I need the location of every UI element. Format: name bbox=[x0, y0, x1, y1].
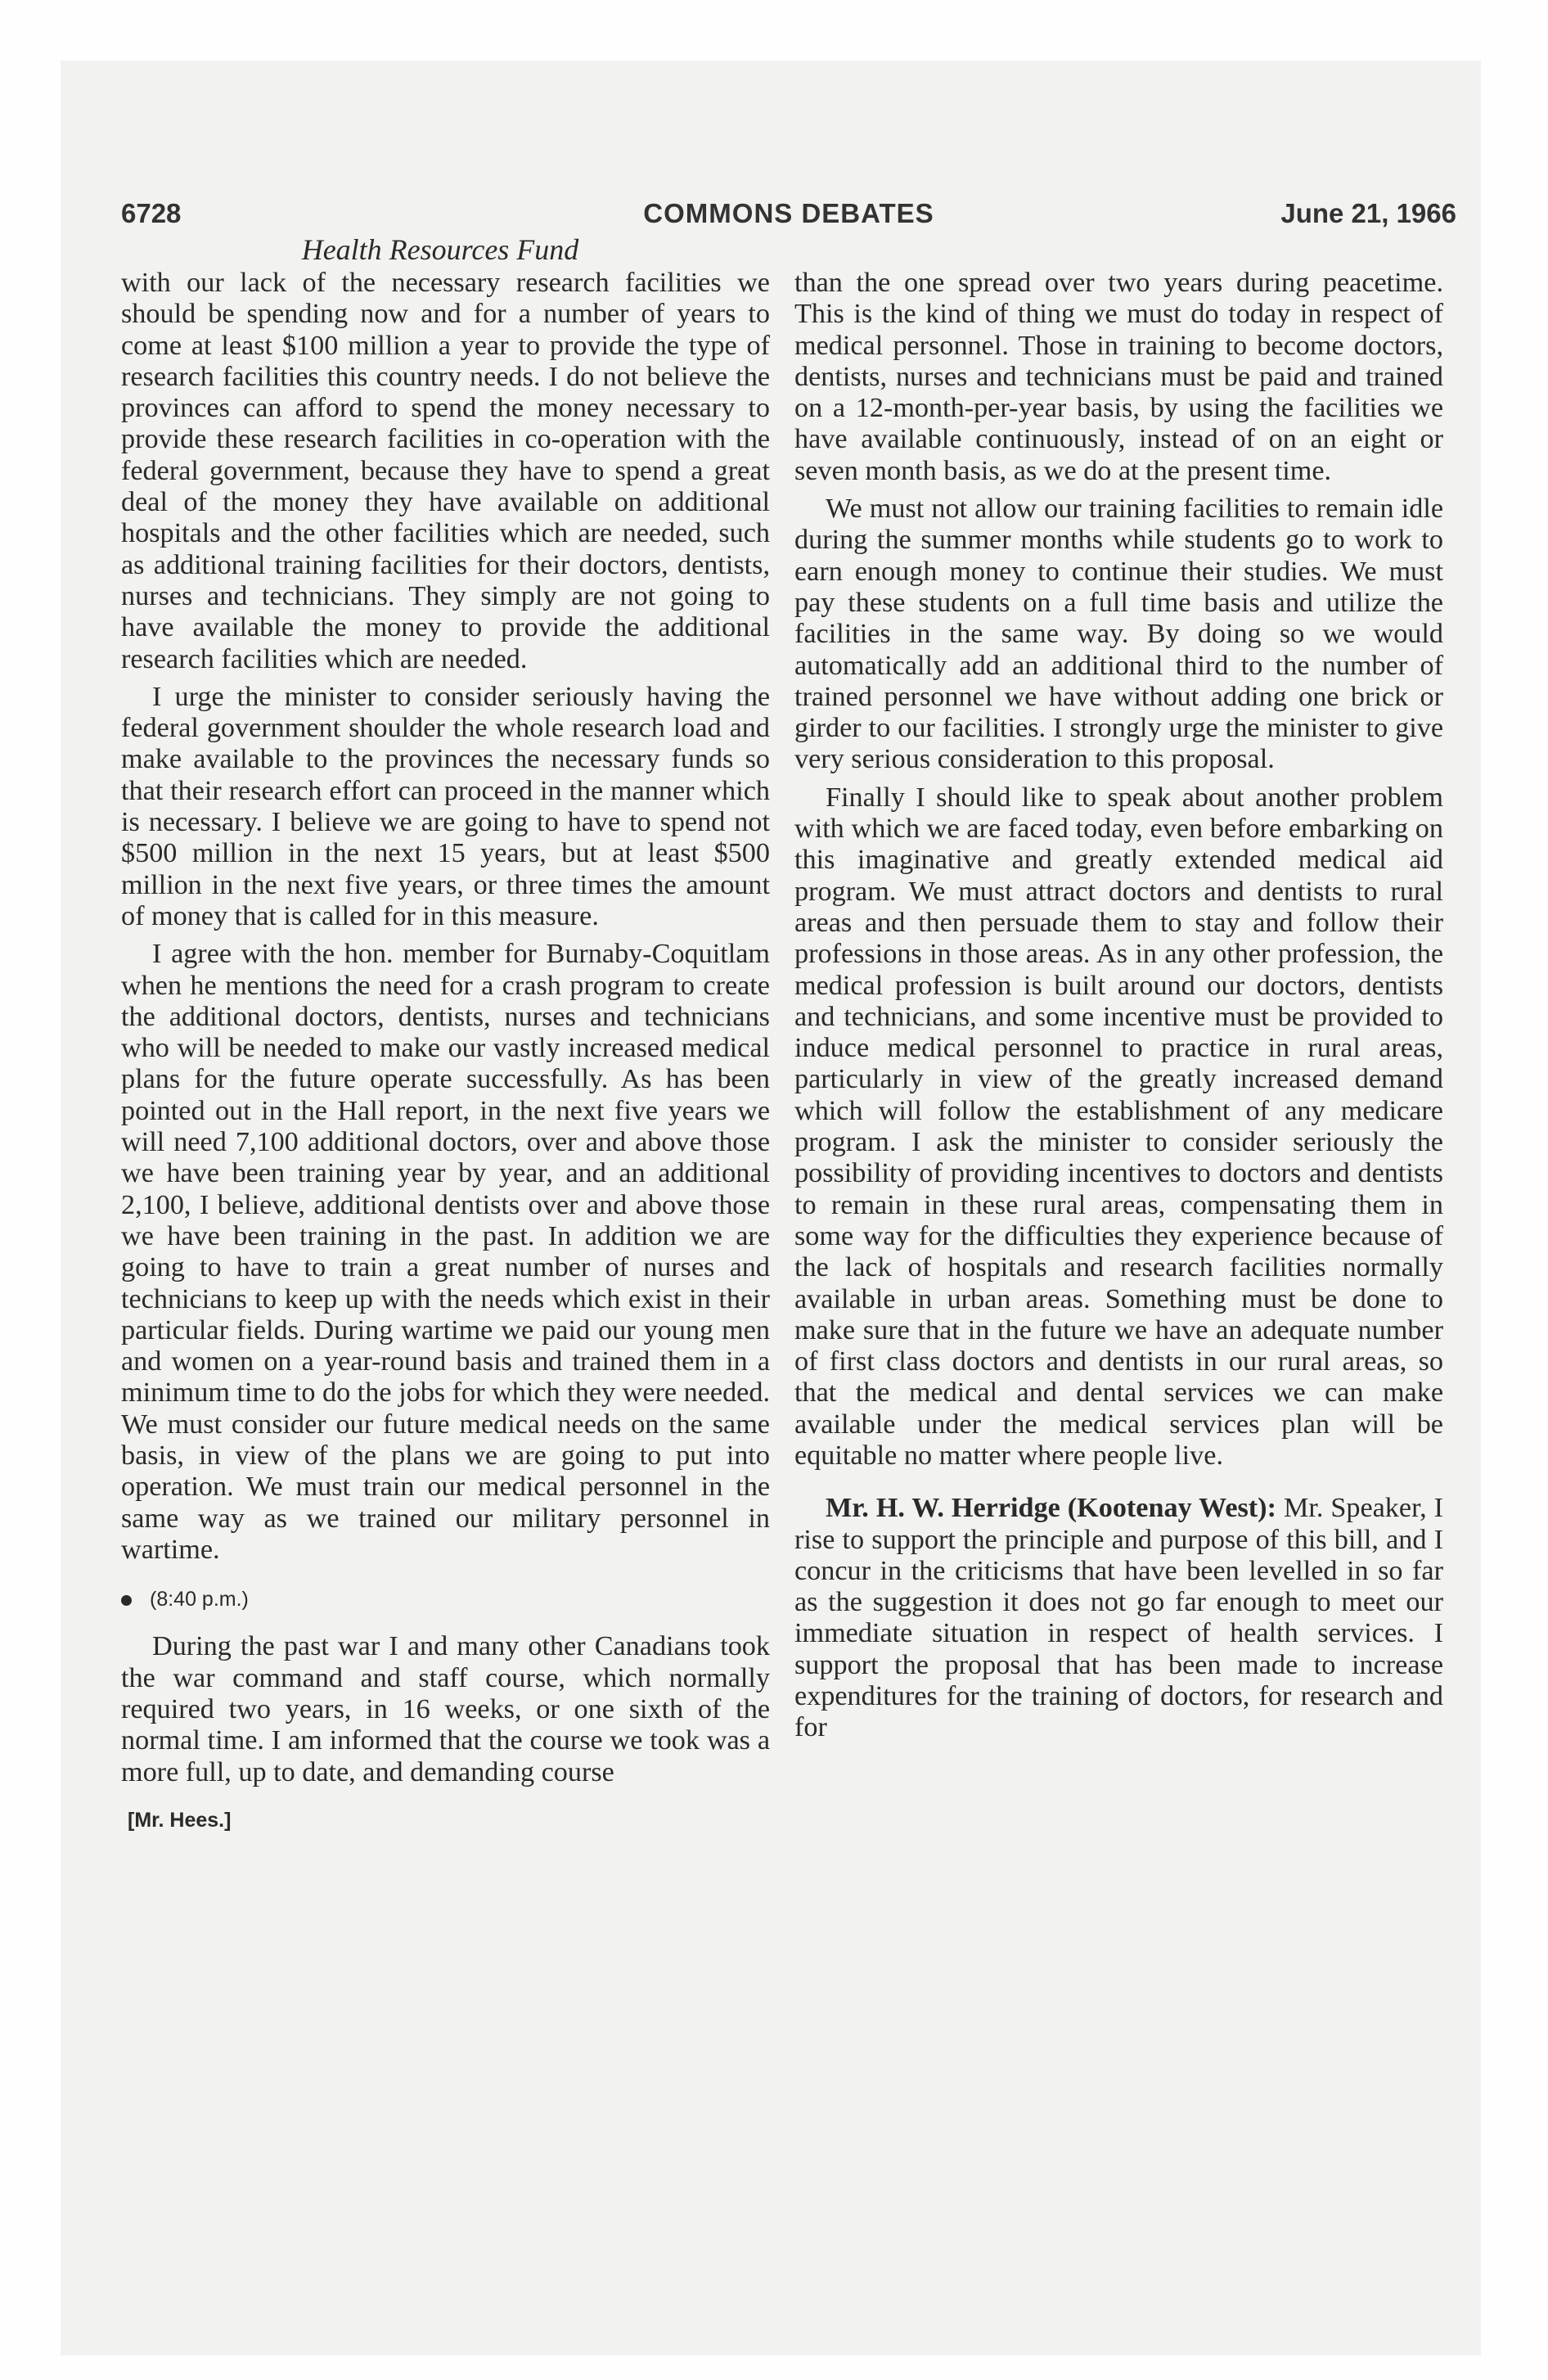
paragraph: with our lack of the necessary research facilities we should be spending now and for a number of years to come at least $100 million a year to provide the type of research facilities this country needs. I do not believe the provinces can afford to spend the money necessary to provide these research facilities in co-operation with the federal government, because they have to spend a great deal of the money they have available on additional hospitals and the other facilities which are needed, such as additional training facilities for their doctors, dentists, nurses and technicians. They simply are not going to have available the money to provide the additional research facilities which are needed. bbox=[121, 268, 770, 674]
paragraph: Finally I should like to speak about another problem with which we are faced today, even before embarking on this imaginative and greatly extended medical aid program. We must attract doctors and dentists to rural areas and then persuade them to stay and follow their professions in those areas. As in any other profession, the medical profession is built around our doctors, dentists and technicians, and some incentive must be provided to induce medical personnel to practice in rural areas, particularly in view of the greatly increased demand which will follow the establishment of any medicare program. I ask the minister to consider seriously the possibility of providing incentives to doctors and dentists to remain in these rural areas, compensating them in some way for the difficulties they experience because of the lack of hospitals and research facilities normally available in urban areas. Something must be done to make sure that in the future we have an adequate number of first class doctors and dentists in our rural areas, so that the medical and dental services we can make available under the medical services plan will be equitable no matter where people live. bbox=[794, 782, 1443, 1471]
issue-date: June 21, 1966 bbox=[1280, 198, 1456, 228]
bullet-icon bbox=[121, 1595, 132, 1606]
paragraph: I agree with the hon. member for Burnaby-Coquitlam when he mentions the need for a crash program to create the additional doctors, dentists, nurses and technicians who will be needed to make our vastly increased medical plans for the future operate successfully. As has been pointed out in the Hall report, in the next five years we will need 7,100 additional doctors, over and above those we have been training year by year, and an additional 2,100, I believe, additional dentists over and above those we have been training in the past. In addition we are going to have to train a great number of nurses and technicians to keep up with the needs which exist in their particular fields. During wartime we paid our young men and women on a year-round basis and trained them in a minimum time to do the jobs for which they were needed. We must consider our future medical needs on the same basis, in view of the plans we are going to put into operation. We must train our medical personnel in the same way as we trained our military personnel in wartime. bbox=[121, 939, 770, 1565]
running-head: Health Resources Fund bbox=[301, 233, 579, 266]
page-number: 6728 bbox=[121, 198, 182, 228]
speaker-name: Mr. H. W. Herridge (Kootenay West): bbox=[826, 1493, 1276, 1524]
speaker-footer-tag: [Mr. Hees.] bbox=[128, 1808, 232, 1832]
speech-paragraph bbox=[794, 1493, 1443, 1743]
time-marker bbox=[121, 1584, 770, 1615]
paragraph: We must not allow our training facilities to remain idle during the summer months while students go to work to earn enough money to continue their studies. We must pay these students on a full time basis and utilize the facilities in the same way. By doing so we would automatically add an additional third to the number of trained personnel we have without adding one brick or girder to our facilities. I strongly urge the minister to give very serious consideration to this proposal. bbox=[794, 494, 1443, 775]
right-column bbox=[794, 268, 1443, 1751]
time-marker-text: (8:40 p.m.) bbox=[150, 1588, 249, 1611]
speech-text: Mr. Speaker, I rise to support the principle and purpose of this bill, and I concur in the criticisms that have been levelled in so far as the suggestion it does not go far enough to meet our immediate situation in respect of health services. I support the proposal that has been made to increase expenditures for the training of doctors, for research and for bbox=[794, 1493, 1443, 1743]
paragraph: During the past war I and many other Canadians took the war command and staff course, which normally required two years, in 16 weeks, or one sixth of the normal time. I am informed that the course we took was a more full, up to date, and demanding course bbox=[121, 1631, 770, 1787]
paragraph: I urge the minister to consider seriously having the federal government shoulder the whole research load and make available to the provinces the necessary funds so that their research effort can proceed in the manner which is necessary. I believe we are going to have to spend not $500 million in the next 15 years, but at least $500 million in the next five years, or three times the amount of money that is called for in this measure. bbox=[121, 681, 770, 931]
paragraph: than the one spread over two years during peacetime. This is the kind of thing we must do today in respect of medical personnel. Those in training to become doctors, dentists, nurses and technicians must be paid and trained on a 12-month-per-year basis, by using the facilities we have available continuously, instead of on an eight or seven month basis, as we do at the present time. bbox=[794, 268, 1443, 486]
page-header bbox=[121, 182, 1456, 231]
left-column bbox=[121, 268, 770, 1836]
document-page bbox=[121, 182, 1456, 2310]
publication-title: COMMONS DEBATES bbox=[643, 198, 934, 228]
